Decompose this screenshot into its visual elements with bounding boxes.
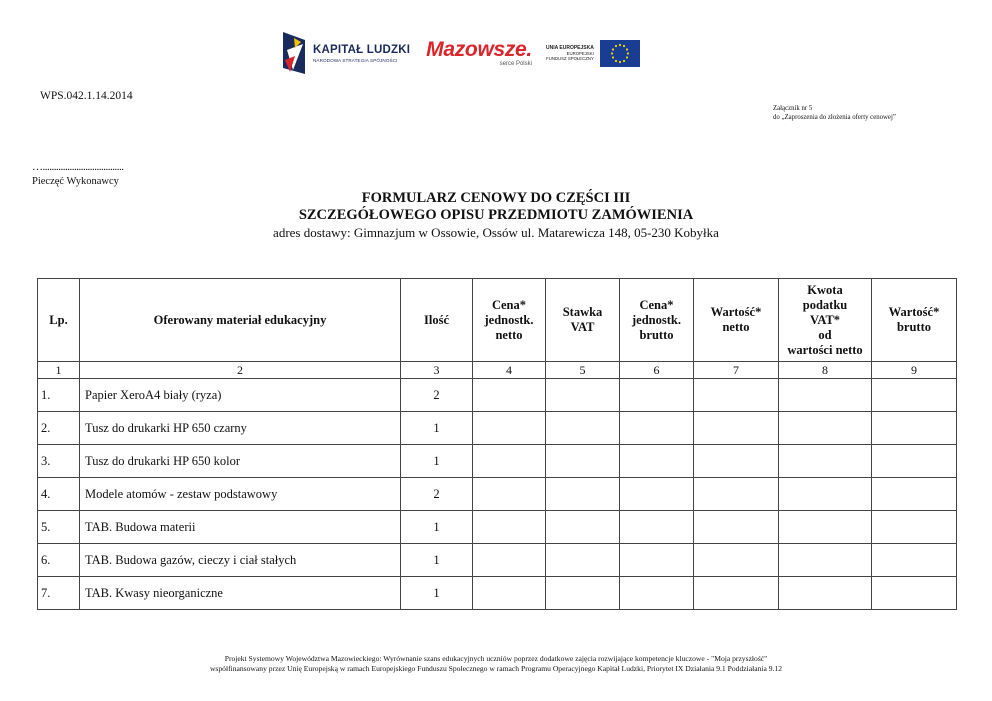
kapital-ludzki-subtitle: NARODOWA STRATEGIA SPÓJNOŚCI xyxy=(313,57,398,63)
row-material: Papier XeroA4 biały (ryza) xyxy=(80,379,401,412)
cell-unit-net[interactable] xyxy=(473,478,546,511)
cell-value-gross[interactable] xyxy=(872,544,957,577)
row-material: TAB. Budowa materii xyxy=(80,511,401,544)
column-number-row xyxy=(38,362,957,379)
header-value-net: Wartość* netto xyxy=(694,279,779,362)
column-number: 4 xyxy=(473,362,546,379)
cell-unit-net[interactable] xyxy=(473,379,546,412)
cell-unit-gross[interactable] xyxy=(620,577,694,610)
logo-bar xyxy=(281,30,640,76)
row-qty: 1 xyxy=(401,445,473,478)
kapital-ludzki-title: KAPITAŁ LUDZKI xyxy=(313,43,411,56)
cell-vat-rate[interactable] xyxy=(546,511,620,544)
cell-unit-net[interactable] xyxy=(473,511,546,544)
cell-unit-gross[interactable] xyxy=(620,379,694,412)
row-material: Tusz do drukarki HP 650 czarny xyxy=(80,412,401,445)
mazowsze-subtitle: serce Polski xyxy=(499,60,532,67)
column-number: 1 xyxy=(38,362,80,379)
footer-line1: Projekt Systemowy Województwa Mazowieckiego: Wyrównanie szans edukacyjnych uczniów poprzez dodatkowe zajęcia rozwijające kompetencje kluczowe - "Moja przyszłość" xyxy=(224,654,768,663)
row-material: Tusz do drukarki HP 650 kolor xyxy=(80,445,401,478)
kapital-ludzki-emblem-icon xyxy=(281,30,307,76)
column-number: 6 xyxy=(620,362,694,379)
header-value-gross: Wartość* brutto xyxy=(872,279,957,362)
cell-unit-gross[interactable] xyxy=(620,445,694,478)
cell-value-net[interactable] xyxy=(694,577,779,610)
cell-vat-rate[interactable] xyxy=(546,544,620,577)
cell-vat-amount[interactable] xyxy=(779,445,872,478)
table-row xyxy=(38,445,957,478)
row-qty: 1 xyxy=(401,412,473,445)
table-row xyxy=(38,577,957,610)
cell-vat-amount[interactable] xyxy=(779,544,872,577)
form-title xyxy=(0,190,992,241)
column-number: 5 xyxy=(546,362,620,379)
cell-value-net[interactable] xyxy=(694,478,779,511)
eu-line3: FUNDUSZ SPOŁECZNY xyxy=(546,56,594,61)
cell-value-gross[interactable] xyxy=(872,511,957,544)
row-qty: 1 xyxy=(401,577,473,610)
header-vat-amount: Kwota podatku VAT* od wartości netto xyxy=(779,279,872,362)
title-line1: FORMULARZ CENOWY DO CZĘŚCI III xyxy=(361,190,631,206)
cell-unit-gross[interactable] xyxy=(620,511,694,544)
cell-vat-amount[interactable] xyxy=(779,478,872,511)
cell-vat-amount[interactable] xyxy=(779,577,872,610)
mazowsze-title: Mazowsze. xyxy=(426,37,532,61)
project-footer xyxy=(0,654,992,674)
row-lp: 1. xyxy=(38,379,80,412)
eu-line1: UNIA EUROPEJSKA xyxy=(545,45,594,51)
document-reference: WPS.042.1.14.2014 xyxy=(40,90,133,102)
row-material: TAB. Budowa gazów, cieczy i ciał stałych xyxy=(80,544,401,577)
delivery-address: adres dostawy: Gimnazjum w Ossowie, Ossów ul. Matarewicza 148, 05-230 Kobyłka xyxy=(273,225,719,240)
kapital-ludzki-logo xyxy=(281,30,410,76)
attachment-line2: do „Zaproszenia do złożenia oferty cenowej” xyxy=(773,114,896,121)
cell-value-gross[interactable] xyxy=(872,412,957,445)
cell-vat-rate[interactable] xyxy=(546,478,620,511)
cell-value-net[interactable] xyxy=(694,379,779,412)
cell-vat-rate[interactable] xyxy=(546,577,620,610)
table-row xyxy=(38,412,957,445)
row-qty: 1 xyxy=(401,544,473,577)
cell-value-net[interactable] xyxy=(694,544,779,577)
cell-value-gross[interactable] xyxy=(872,445,957,478)
header-unit-gross: Cena* jednostk. brutto xyxy=(620,279,694,362)
cell-value-gross[interactable] xyxy=(872,379,957,412)
header-vat-rate: Stawka VAT xyxy=(546,279,620,362)
eu-flag-icon xyxy=(600,40,640,67)
cell-value-net[interactable] xyxy=(694,511,779,544)
cell-vat-amount[interactable] xyxy=(779,412,872,445)
eu-logo xyxy=(546,40,640,67)
row-qty: 1 xyxy=(401,511,473,544)
stamp-dotted-line: ….................................... xyxy=(32,161,124,173)
cell-unit-gross[interactable] xyxy=(620,412,694,445)
column-number: 3 xyxy=(401,362,473,379)
cell-vat-rate[interactable] xyxy=(546,412,620,445)
row-lp: 3. xyxy=(38,445,80,478)
cell-vat-rate[interactable] xyxy=(546,445,620,478)
eu-line2: EUROPEJSKI xyxy=(566,51,594,56)
cell-value-net[interactable] xyxy=(694,445,779,478)
title-line2: SZCZEGÓŁOWEGO OPISU PRZEDMIOTU ZAMÓWIENIA xyxy=(298,207,694,223)
cell-value-gross[interactable] xyxy=(872,478,957,511)
cell-unit-net[interactable] xyxy=(473,544,546,577)
cell-unit-net[interactable] xyxy=(473,445,546,478)
header-unit-net: Cena* jednostk. netto xyxy=(473,279,546,362)
column-number: 2 xyxy=(80,362,401,379)
row-lp: 2. xyxy=(38,412,80,445)
cell-vat-amount[interactable] xyxy=(779,379,872,412)
row-material: Modele atomów - zestaw podstawowy xyxy=(80,478,401,511)
cell-unit-gross[interactable] xyxy=(620,478,694,511)
table-header-row xyxy=(38,279,957,362)
cell-value-net[interactable] xyxy=(694,412,779,445)
footer-line2: współfinansowany przez Unię Europejską w ramach Europejskiego Funduszu Społecznego w ramach Programu Operacyjnego Kapitał Ludzki, Priorytet IX Działania 9.1 Poddziałania 9.12 xyxy=(209,664,783,673)
mazowsze-logo xyxy=(426,37,532,67)
header-qty: Ilość xyxy=(401,279,473,362)
table-row xyxy=(38,544,957,577)
table-row xyxy=(38,379,957,412)
cell-unit-net[interactable] xyxy=(473,412,546,445)
table-row xyxy=(38,511,957,544)
header-lp: Lp. xyxy=(38,279,80,362)
column-number: 9 xyxy=(872,362,957,379)
price-table xyxy=(37,278,957,610)
row-lp: 6. xyxy=(38,544,80,577)
row-qty: 2 xyxy=(401,379,473,412)
row-lp: 5. xyxy=(38,511,80,544)
cell-vat-amount[interactable] xyxy=(779,511,872,544)
attachment-note xyxy=(773,104,896,122)
table-row xyxy=(38,478,957,511)
stamp-label: Pieczęć Wykonawcy xyxy=(32,176,119,187)
row-lp: 4. xyxy=(38,478,80,511)
cell-unit-gross[interactable] xyxy=(620,544,694,577)
row-material: TAB. Kwasy nieorganiczne xyxy=(80,577,401,610)
header-material: Oferowany materiał edukacyjny xyxy=(80,279,401,362)
column-number: 8 xyxy=(779,362,872,379)
row-qty: 2 xyxy=(401,478,473,511)
attachment-line1: Załącznik nr 5 xyxy=(773,105,813,112)
cell-vat-rate[interactable] xyxy=(546,379,620,412)
cell-value-gross[interactable] xyxy=(872,577,957,610)
row-lp: 7. xyxy=(38,577,80,610)
cell-unit-net[interactable] xyxy=(473,577,546,610)
column-number: 7 xyxy=(694,362,779,379)
